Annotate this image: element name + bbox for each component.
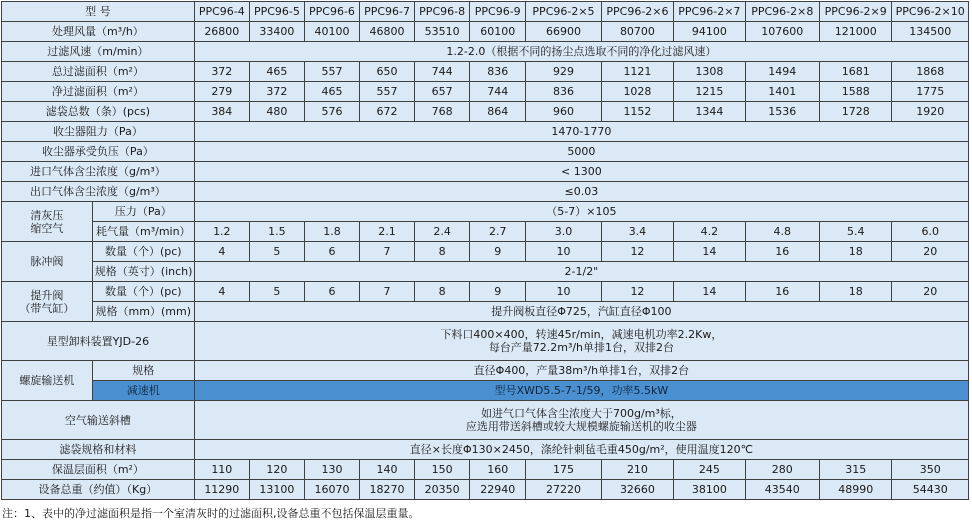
value-inlet-dust: < 1300 [194, 162, 968, 182]
value-star-valve-line1: 下料口400×400，转速45r/min，减速电机功率2.2Kw， [440, 328, 723, 341]
row-screw-spec [2, 361, 969, 381]
value-star-valve-line2: 每台产量72.2m³/h单排1台，双排2台 [488, 341, 675, 354]
label-net-area: 净过滤面积（m²） [2, 82, 195, 102]
table-cell: 20 [892, 282, 969, 302]
table-cell: 6 [304, 242, 359, 262]
table-cell: 6.0 [892, 222, 969, 242]
table-cell: 53510 [415, 22, 470, 42]
table-cell: 9 [470, 282, 526, 302]
table-cell: 3.4 [601, 222, 673, 242]
table-cell: 1.2 [194, 222, 249, 242]
label-airflow: 处理风量（m³/h） [2, 22, 195, 42]
row-pulse-qty [2, 242, 969, 262]
table-cell: 22940 [470, 480, 526, 500]
label-screw-conveyor: 螺旋输送机 [2, 361, 93, 401]
model-cell: PPC96-2×5 [526, 2, 601, 22]
row-lift-spec [2, 302, 969, 322]
row-resistance [2, 122, 969, 142]
label-reducer: 减速机 [92, 381, 194, 401]
table-cell: 134500 [892, 22, 969, 42]
table-cell: 3.0 [526, 222, 601, 242]
table-cell: 8 [415, 282, 470, 302]
table-cell: 2.1 [360, 222, 415, 242]
table-cell: 9 [470, 242, 526, 262]
table-cell: 465 [249, 62, 304, 82]
table-cell: 120 [249, 460, 304, 480]
table-cell: 38100 [674, 480, 745, 500]
label-bag-count: 滤袋总数（条）(pcs) [2, 102, 195, 122]
value-screw-spec: 直径Φ400，产量38m³/h单排1台，双排2台 [194, 361, 968, 381]
table-cell: 768 [415, 102, 470, 122]
table-cell: 1121 [601, 62, 673, 82]
value-reducer: 型号XWD5.5-7-1/59，功率5.5kW [194, 381, 968, 401]
table-cell: 836 [526, 82, 601, 102]
table-cell: 576 [304, 102, 359, 122]
label-outlet-dust: 出口气体含尘浓度（g/m³） [2, 182, 195, 202]
label-pulse-valve: 脉冲阀 [2, 242, 93, 282]
table-cell: 929 [526, 62, 601, 82]
table-cell: 14 [674, 242, 745, 262]
table-cell: 245 [674, 460, 745, 480]
label-negative-pressure: 收尘器承受负压（Pa） [2, 142, 195, 162]
table-cell: 66900 [526, 22, 601, 42]
table-cell: 13100 [249, 480, 304, 500]
label-spec-mm: 规格（mm）(mm) [92, 302, 194, 322]
label-lift-qty: 数量（个）(pc) [92, 282, 194, 302]
label-insulation: 保温层面积（m²） [2, 460, 195, 480]
model-cell: PPC96-6 [304, 2, 359, 22]
label-air-chute: 空气输送斜槽 [2, 401, 195, 440]
value-spec-inch: 2-1/2" [194, 262, 968, 282]
label-air-consumption: 耗气量（m³/min） [92, 222, 194, 242]
table-cell: 43540 [745, 480, 819, 500]
row-reducer [2, 381, 969, 401]
value-bag-spec: 直径×长度Φ130×2450，涤纶针刺毡毛重450g/m²，使用温度120℃ [194, 440, 968, 460]
table-cell: 5 [249, 282, 304, 302]
table-cell: 20 [892, 242, 969, 262]
value-air-chute [194, 401, 968, 440]
table-cell: 960 [526, 102, 601, 122]
table-cell: 5.4 [820, 222, 892, 242]
table-cell: 1028 [601, 82, 673, 102]
table-cell: 121000 [820, 22, 892, 42]
table-cell: 18 [820, 282, 892, 302]
value-air-chute-line1: 如进气口气体含尘浓度大于700g/m³标， [480, 407, 682, 420]
model-cell: PPC96-7 [360, 2, 415, 22]
table-cell: 14 [674, 282, 745, 302]
row-pulse-spec [2, 262, 969, 282]
label-resistance: 收尘器阻力（Pa） [2, 122, 195, 142]
table-cell: 864 [470, 102, 526, 122]
table-cell: 10 [526, 242, 601, 262]
table-cell: 1920 [892, 102, 969, 122]
table-cell: 33400 [249, 22, 304, 42]
row-net-area [2, 82, 969, 102]
table-cell: 94100 [674, 22, 745, 42]
table-cell: 557 [360, 82, 415, 102]
table-cell: 1588 [820, 82, 892, 102]
table-cell: 744 [415, 62, 470, 82]
row-weight [2, 480, 969, 500]
spec-table [1, 1, 969, 500]
table-cell: 350 [892, 460, 969, 480]
table-cell: 18 [820, 242, 892, 262]
table-cell: 465 [304, 82, 359, 102]
table-cell: 1775 [892, 82, 969, 102]
table-cell: 4.8 [745, 222, 819, 242]
row-air-consumption [2, 222, 969, 242]
table-cell: 657 [415, 82, 470, 102]
table-cell: 32660 [601, 480, 673, 500]
value-filter-speed: 1.2-2.0（根据不同的扬尘点选取不同的净化过滤风速） [194, 42, 968, 62]
model-cell: PPC96-5 [249, 2, 304, 22]
table-cell: 175 [526, 460, 601, 480]
table-cell: 384 [194, 102, 249, 122]
label-pressure: 压力（Pa） [92, 202, 194, 222]
model-cell: PPC96-2×9 [820, 2, 892, 22]
label-clean-air [2, 202, 93, 242]
label-filter-speed: 过滤风速（m/min） [2, 42, 195, 62]
table-cell: 46800 [360, 22, 415, 42]
row-insulation [2, 460, 969, 480]
row-total-area [2, 62, 969, 82]
table-cell: 1344 [674, 102, 745, 122]
table-cell: 20350 [415, 480, 470, 500]
row-filter-speed [2, 42, 969, 62]
table-cell: 7 [360, 282, 415, 302]
table-cell: 836 [470, 62, 526, 82]
label-lift-valve-line2: （带气缸） [19, 301, 75, 315]
table-cell: 557 [304, 62, 359, 82]
row-pressure [2, 202, 969, 222]
table-cell: 10 [526, 282, 601, 302]
table-cell: 1308 [674, 62, 745, 82]
table-cell: 6 [304, 282, 359, 302]
row-air-chute [2, 401, 969, 440]
value-pressure: （5-7）×105 [194, 202, 968, 222]
table-cell: 1681 [820, 62, 892, 82]
table-cell: 2.7 [470, 222, 526, 242]
table-cell: 150 [415, 460, 470, 480]
row-model [2, 2, 969, 22]
value-star-valve [194, 322, 968, 361]
table-cell: 1536 [745, 102, 819, 122]
table-cell: 2.4 [415, 222, 470, 242]
row-bag-count [2, 102, 969, 122]
footnote: 注：1、表中的净过滤面积是指一个室清灰时的过滤面积,设备总重不包括保温层重量。 [2, 507, 420, 520]
table-cell: 1868 [892, 62, 969, 82]
table-cell: 1401 [745, 82, 819, 102]
table-cell: 372 [194, 62, 249, 82]
table-cell: 54430 [892, 480, 969, 500]
table-cell: 60100 [470, 22, 526, 42]
table-cell: 12 [601, 242, 673, 262]
label-total-area: 总过滤面积（m²） [2, 62, 195, 82]
table-cell: 11290 [194, 480, 249, 500]
table-cell: 16 [745, 242, 819, 262]
table-cell: 5 [249, 242, 304, 262]
row-airflow [2, 22, 969, 42]
table-cell: 48990 [820, 480, 892, 500]
label-lift-valve [2, 282, 93, 322]
label-spec-inch: 规格（英寸）(inch) [92, 262, 194, 282]
model-cell: PPC96-2×6 [601, 2, 673, 22]
row-star-valve [2, 322, 969, 361]
table-cell: 1728 [820, 102, 892, 122]
value-outlet-dust: ≤0.03 [194, 182, 968, 202]
model-cell: PPC96-2×8 [745, 2, 819, 22]
table-cell: 80700 [601, 22, 673, 42]
model-cell: PPC96-8 [415, 2, 470, 22]
label-model: 型 号 [2, 2, 195, 22]
label-bag-spec: 滤袋规格和材料 [2, 440, 195, 460]
table-cell: 1215 [674, 82, 745, 102]
table-cell: 107600 [745, 22, 819, 42]
model-cell: PPC96-2×10 [892, 2, 969, 22]
table-cell: 1152 [601, 102, 673, 122]
row-bag-spec [2, 440, 969, 460]
label-lift-valve-line1: 提升阀 [30, 288, 64, 302]
table-cell: 16070 [304, 480, 359, 500]
table-cell: 4 [194, 282, 249, 302]
table-cell: 18270 [360, 480, 415, 500]
value-air-chute-line2: 应选用带送斜槽或较大规模螺旋输送机的收尘器 [465, 420, 697, 433]
table-cell: 130 [304, 460, 359, 480]
table-cell: 480 [249, 102, 304, 122]
value-spec-mm: 提升阀板直径Φ725，汽缸直径Φ100 [194, 302, 968, 322]
table-cell: 16 [745, 282, 819, 302]
label-clean-air-line1: 清灰压 [30, 208, 64, 222]
table-cell: 744 [470, 82, 526, 102]
model-cell: PPC96-4 [194, 2, 249, 22]
table-cell: 1.5 [249, 222, 304, 242]
table-cell: 12 [601, 282, 673, 302]
value-negative-pressure: 5000 [194, 142, 968, 162]
table-cell: 210 [601, 460, 673, 480]
table-cell: 26800 [194, 22, 249, 42]
label-weight: 设备总重（约值）（Kg） [2, 480, 195, 500]
row-lift-qty [2, 282, 969, 302]
label-pulse-qty: 数量（个）(pc) [92, 242, 194, 262]
label-inlet-dust: 进口气体含尘浓度（g/m³） [2, 162, 195, 182]
table-cell: 160 [470, 460, 526, 480]
table-cell: 280 [745, 460, 819, 480]
value-resistance: 1470-1770 [194, 122, 968, 142]
label-clean-air-line2: 缩空气 [30, 221, 64, 235]
table-cell: 110 [194, 460, 249, 480]
row-negative-pressure [2, 142, 969, 162]
table-cell: 27220 [526, 480, 601, 500]
table-cell: 1494 [745, 62, 819, 82]
label-screw-spec: 规格 [92, 361, 194, 381]
spec-table-body [2, 2, 969, 500]
table-cell: 650 [360, 62, 415, 82]
table-cell: 4 [194, 242, 249, 262]
table-cell: 4.2 [674, 222, 745, 242]
table-cell: 8 [415, 242, 470, 262]
model-cell: PPC96-9 [470, 2, 526, 22]
table-cell: 279 [194, 82, 249, 102]
model-cell: PPC96-2×7 [674, 2, 745, 22]
row-inlet-dust [2, 162, 969, 182]
table-cell: 7 [360, 242, 415, 262]
table-cell: 140 [360, 460, 415, 480]
row-outlet-dust [2, 182, 969, 202]
table-cell: 672 [360, 102, 415, 122]
table-cell: 372 [249, 82, 304, 102]
label-star-valve: 星型卸料装置YJD-26 [2, 322, 195, 361]
table-cell: 40100 [304, 22, 359, 42]
table-cell: 315 [820, 460, 892, 480]
table-cell: 1.8 [304, 222, 359, 242]
